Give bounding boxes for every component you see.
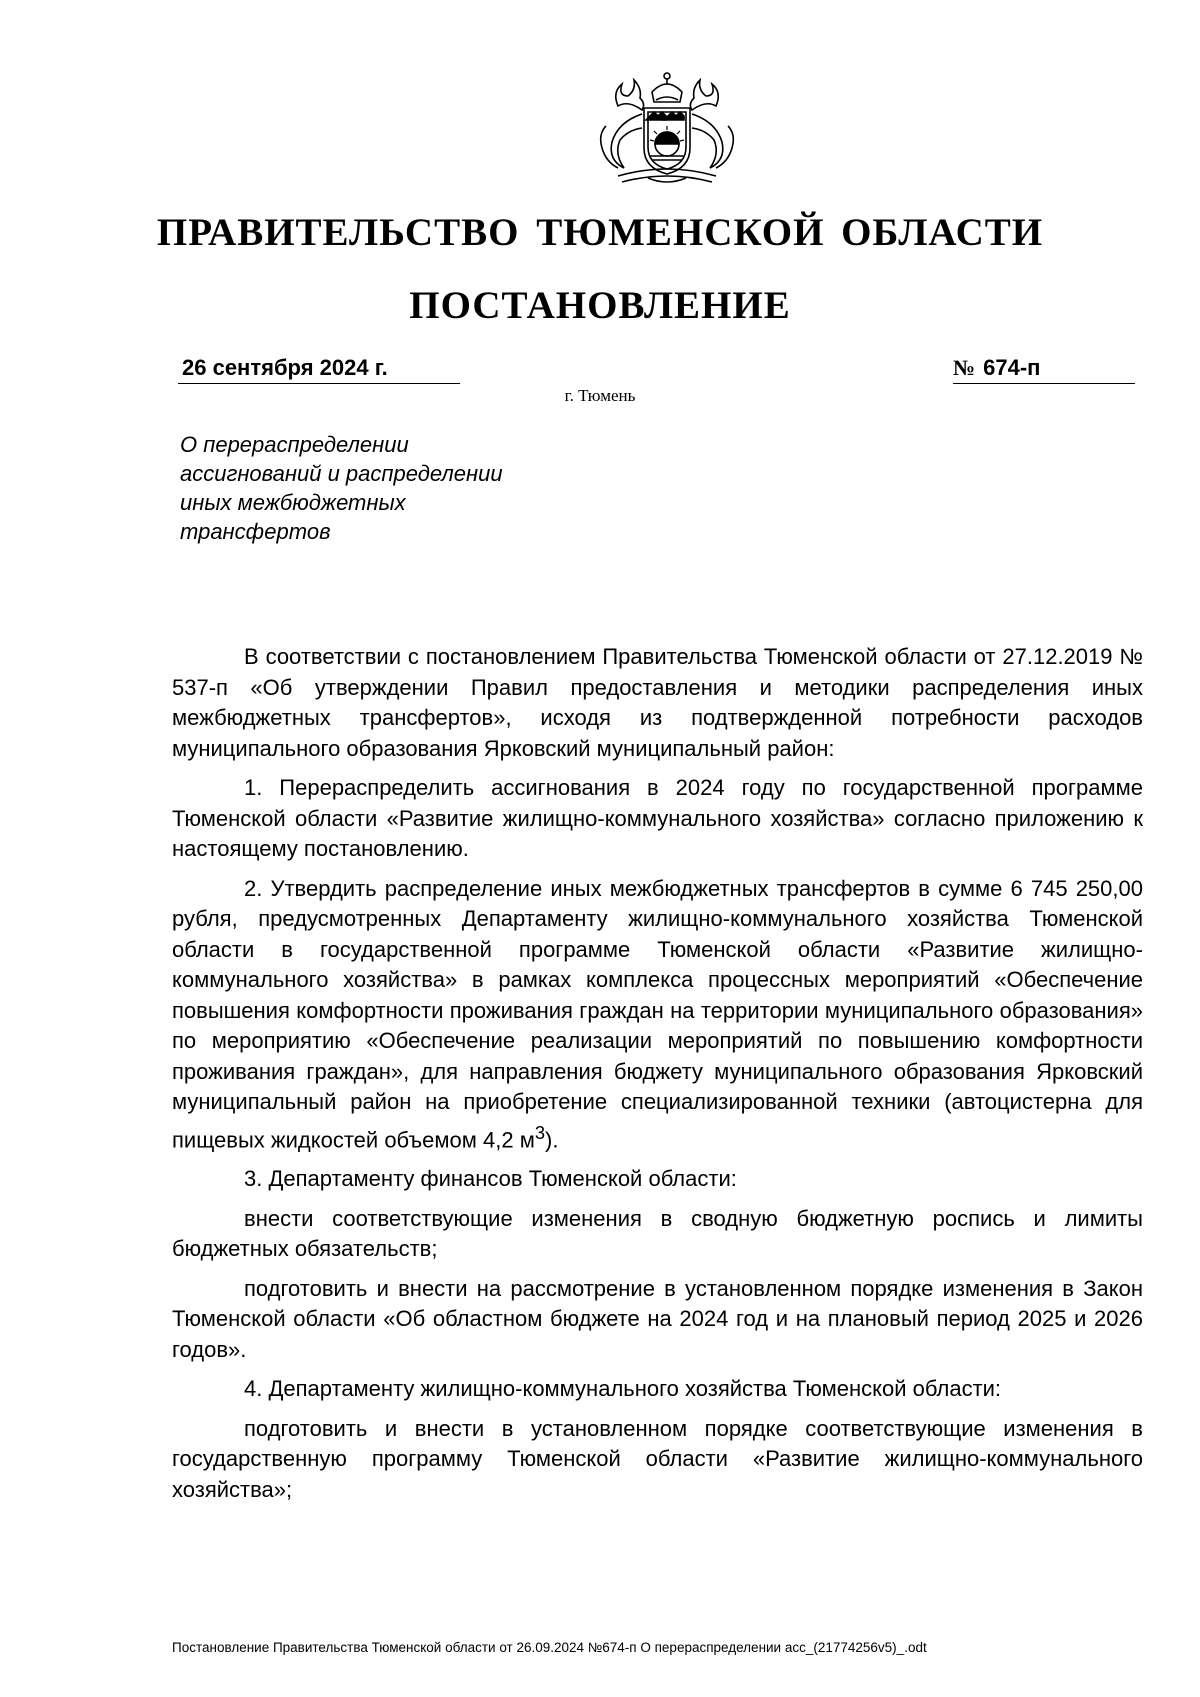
document-number: 674-п <box>983 355 1041 380</box>
coat-of-arms-emblem <box>588 70 746 188</box>
clause-2-end: ). <box>545 1126 559 1152</box>
government-title: ПРАВИТЕЛЬСТВО ТЮМЕНСКОЙ ОБЛАСТИ <box>156 211 1044 254</box>
issue-city: г. Тюмень <box>564 386 636 405</box>
cubic-superscript: 3 <box>534 1121 546 1143</box>
document-subject <box>180 430 600 546</box>
document-body <box>172 642 1143 1514</box>
clause-4-subitem-a: подготовить и внести в установленном порядке соответствующие изменения в государственную программу Тюменской области «Развитие жилищно-коммунального хозяйства»; <box>172 1415 1143 1502</box>
clause-2 <box>172 874 1143 1156</box>
clause-3: 3. Департаменту финансов Тюменской области: <box>244 1166 737 1192</box>
preamble-paragraph: В соответствии с постановлением Правительства Тюменской области от 27.12.2019 № 537-п «Об утверждении Правил предоставления и методики распределения иных межбюджетных трансфертов», исходя из подтвержденной потребности расходов муниципального образования Ярковский муниципальный район: <box>172 644 1143 761</box>
number-sign: № <box>953 355 976 380</box>
clause-3-subitem-a: внести соответствующие изменения в сводную бюджетную роспись и лимиты бюджетных обязательств; <box>172 1205 1143 1262</box>
subject-line: О перераспределении <box>180 432 409 457</box>
subject-line: трансфертов <box>180 519 331 544</box>
document-footer: Постановление Правительства Тюменской области от 26.09.2024 №674-п О перераспределении асс_(21774256v5)_.odt <box>172 1640 927 1655</box>
subject-line: иных межбюджетных <box>180 490 406 515</box>
clause-3-subitem-b: подготовить и внести на рассмотрение в установленном порядке изменения в Закон Тюменской области «Об областном бюджете на 2024 год и на плановый период 2025 и 2026 годов». <box>172 1275 1143 1362</box>
subject-line: ассигнований и распределении <box>180 461 503 486</box>
clause-1: 1. Перераспределить ассигнования в 2024 году по государственной программе Тюменской области «Развитие жилищно-коммунального хозяйства» согласно приложению к настоящему постановлению. <box>172 775 1143 861</box>
document-date: 26 сентября 2024 г. <box>178 355 460 384</box>
document-number-field <box>953 355 1135 384</box>
clause-4: 4. Департаменту жилищно-коммунального хозяйства Тюменской области: <box>244 1376 1002 1402</box>
document-type-heading: ПОСТАНОВЛЕНИЕ <box>409 284 791 327</box>
clause-2-text: 2. Утвердить распределение иных межбюджетных трансфертов в сумме 6 745 250,00 рубля, предусмотренных Департаменту жилищно-коммунального хозяйства Тюменской области в государственной программе Тюменской области «Развитие жилищно-коммунального хозяйства» в рамках комплекса процессных мероприятий «Обеспечение повышения комфортности проживания граждан на территории муниципального образования» по мероприятию «Обеспечение реализации мероприятий по повышению комфортности проживания граждан», для направления бюджету муниципального образования Ярковский муниципальный район на приобретение специализированной техники (автоцистерна для пищевых жидкостей объемом 4,2 м <box>172 875 1143 1152</box>
